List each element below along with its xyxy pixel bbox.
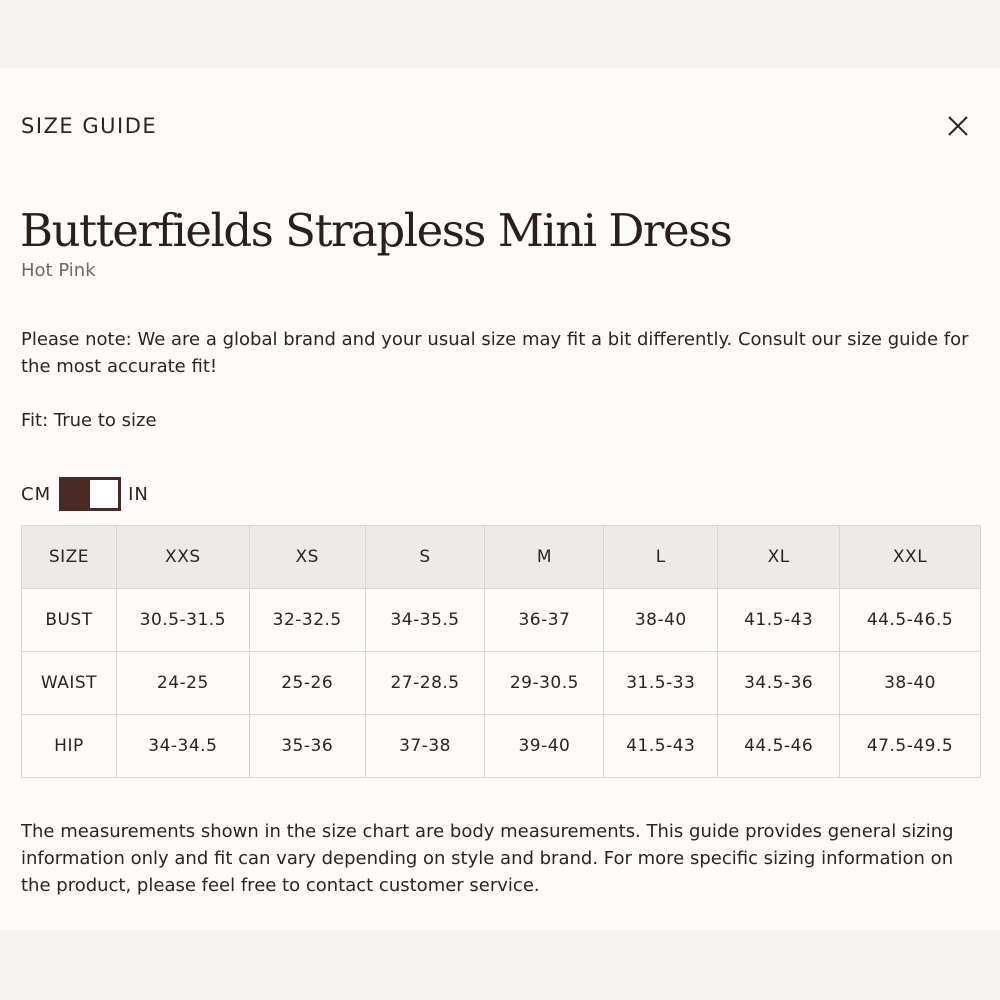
unit-switch[interactable] (59, 477, 121, 511)
table-cell: 24-25 (116, 652, 249, 715)
table-cell: 41.5-43 (718, 589, 840, 652)
unit-switch-knob (90, 480, 118, 508)
table-header-cell: XS (249, 526, 365, 589)
table-header-cell: L (604, 526, 718, 589)
table-header-cell: S (365, 526, 485, 589)
table-cell: 36-37 (485, 589, 604, 652)
modal-title: SIZE GUIDE (21, 114, 158, 138)
table-cell: 39-40 (485, 715, 604, 778)
size-guide-modal (0, 68, 1000, 930)
product-color: Hot Pink (21, 260, 96, 281)
table-header-cell: XXL (840, 526, 981, 589)
table-cell: WAIST (22, 652, 117, 715)
table-cell: 37-38 (365, 715, 485, 778)
table-cell: 44.5-46 (718, 715, 840, 778)
table-cell: HIP (22, 715, 117, 778)
table-header-cell: XL (718, 526, 840, 589)
table-header-cell: XXS (116, 526, 249, 589)
table-cell: 27-28.5 (365, 652, 485, 715)
table-cell: 35-36 (249, 715, 365, 778)
unit-toggle (21, 477, 149, 511)
table-cell: 34.5-36 (718, 652, 840, 715)
close-button[interactable] (944, 112, 972, 140)
table-row (22, 652, 981, 715)
table-header-cell: M (485, 526, 604, 589)
size-chart-table (21, 525, 981, 778)
table-cell: 38-40 (604, 589, 718, 652)
table-cell: 41.5-43 (604, 715, 718, 778)
fit-info: Fit: True to size (21, 410, 157, 431)
table-cell: 25-26 (249, 652, 365, 715)
close-icon (944, 112, 972, 140)
sizing-note: Please note: We are a global brand and your usual size may fit a bit differently. Consult our size guide for the most accurate fit! (21, 329, 969, 377)
table-cell: 29-30.5 (485, 652, 604, 715)
table-cell: 34-35.5 (365, 589, 485, 652)
table-row (22, 715, 981, 778)
table-cell: 34-34.5 (116, 715, 249, 778)
unit-label-cm[interactable]: CM (21, 483, 52, 505)
table-cell: 44.5-46.5 (840, 589, 981, 652)
table-cell: 30.5-31.5 (116, 589, 249, 652)
table-row (22, 589, 981, 652)
table-cell: 31.5-33 (604, 652, 718, 715)
table-header-cell: SIZE (22, 526, 117, 589)
measurement-disclaimer: The measurements shown in the size chart are body measurements. This guide provides general sizing information only and fit can vary depending on style and brand. For more specific sizing information on the product, please feel free to contact customer service. (21, 821, 954, 896)
unit-label-in[interactable]: IN (128, 483, 149, 505)
table-cell: 47.5-49.5 (840, 715, 981, 778)
table-cell: BUST (22, 589, 117, 652)
product-name: Butterfields Strapless Mini Dress (20, 204, 732, 257)
table-cell: 32-32.5 (249, 589, 365, 652)
table-header-row (22, 526, 981, 589)
table-cell: 38-40 (840, 652, 981, 715)
